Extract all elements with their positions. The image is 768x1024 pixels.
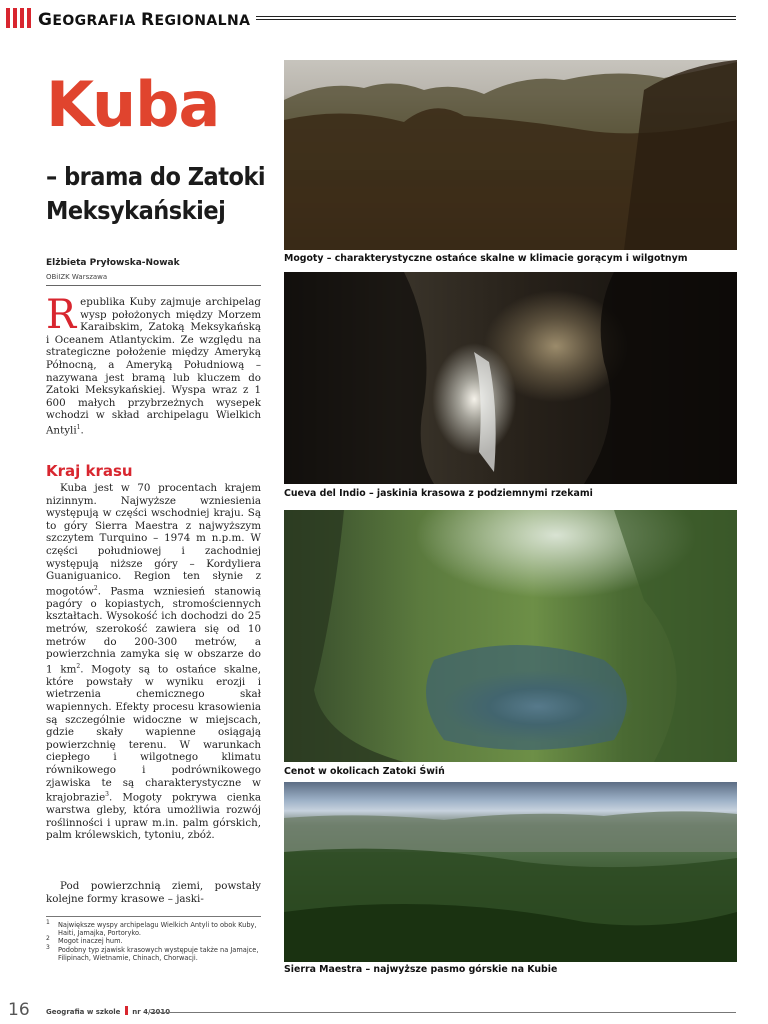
footnote-text: Największe wyspy archipelagu Wielkich Antyli to obok Kuby, Haiti, Jamajka, Portoryko. [58, 921, 257, 938]
footnote-ref-1[interactable]: 1 [76, 423, 81, 431]
footnote-divider [46, 916, 261, 917]
body-paragraph [46, 482, 261, 842]
body-paragraph-continued: Pod powierzchnią ziemi, powstały kolejne formy krasowe – jaski- [46, 880, 261, 905]
drop-cap: R [46, 292, 77, 338]
unit-superscript: 2 [76, 662, 81, 670]
footnote-item [46, 943, 261, 962]
lead-paragraph [46, 292, 261, 437]
issue-number: nr 4/2010 [132, 1008, 171, 1016]
photo-caption: Cueva del Indio – jaskinia krasowa z podziemnymi rzekami [284, 488, 593, 499]
mountain-range-image [284, 782, 737, 962]
body-text-b: . Pasma wzniesień stanowią pagóry o kopiastych, stromościennych kształtach. Wysokość ich dochodzi do 25 metrów, szerokość zawiera się od 10 metrów do 200-300 metrów, a powierzchnia zamyka się w obszarze do 1 km [46, 585, 261, 676]
author-divider [46, 285, 261, 286]
footnote-number: 3 [46, 943, 50, 951]
section-header-part1: EOGRAFIA [52, 13, 142, 29]
photo-caption: Cenot w okolicach Zatoki Świń [284, 766, 445, 777]
body-text-c: . Mogoty są to ostańce skalne, które powstały w wyniku erozji i wietrzenia chemicznego skał wapiennych. Efekty procesu krasowienia są szczególnie widoczne w miejscach, gdzie skały wapienne osiągają powierzchnię terenu. W warunkach ciepłego i wilgotnego klimatu równikowego i podrównikowego zjawiska te są charakterystyczne w krajobrazie [46, 663, 262, 804]
lead-end: . [80, 424, 84, 437]
section-heading: Kraj krasu [46, 462, 133, 480]
header-rule [256, 16, 736, 20]
footnote-ref-3[interactable]: 3 [105, 791, 109, 799]
section-header-part2: EGIONALNA [154, 13, 251, 29]
cave-image [284, 272, 737, 484]
footnote-item [46, 921, 261, 937]
mogoty-landscape-image [284, 60, 737, 250]
author-name: Elżbieta Pryłowska-Nowak [46, 258, 180, 268]
section-marker-bars [6, 8, 34, 28]
photo-caption: Mogoty – charakterystyczne ostańce skalne w klimacie gorącym i wilgotnym [284, 253, 688, 264]
section-header-initial2: R [141, 10, 155, 30]
body-text-d: . Mogoty pokrywa cienka warstwa gleby, która umożliwia rozwój roślinności i upraw m.in. palm górskich, palm królewskich, tytoniu, zbóż. [46, 791, 261, 842]
footer-journal [46, 1006, 170, 1016]
footer-rule [150, 1012, 736, 1013]
footnote-item [46, 937, 261, 945]
photo-caption: Sierra Maestra – najwyższe pasmo górskie na Kubie [284, 964, 558, 975]
footnotes [46, 921, 261, 962]
body-text-a: Kuba jest w 70 procentach krajem nizinnym. Najwyższe wzniesienia występują w części wschodniej kraju. Są to góry Sierra Maestra z najwyższym szczytem Turquino – 1974 m n.p.m. W części południowej i zachodniej występują niższe góry – Kordyliera Guaniguanico. Region ten słynie z mogotów [46, 482, 261, 598]
journal-name: Geografia w szkole [46, 1008, 121, 1016]
section-header-initial: G [38, 10, 53, 30]
article-subtitle: – brama do Zatoki Meksykańskiej [46, 162, 266, 225]
lead-text: epublika Kuby zajmuje archipelag wysp położonych między Morzem Karaibskim, Zatoką Meksykańską i Oceanem Atlantyckim. Ze względu na strategiczne położenie między Ameryką Północną, a Ameryką Południową – nazywana jest bramą lub kluczem do Zatoki Meksykańskiej. Wyspa wraz z 1 600 małych przybrzeżnych wysepek wchodzi w skład archipelagu Wielkich Antyli [46, 296, 261, 437]
footnote-text: Podobny typ zjawisk krasowych występuje także na Jamajce, Filipinach, Wietnamie, Chinach, Chorwacji. [58, 945, 259, 962]
cenote-image [284, 510, 737, 762]
author-affiliation: OBiIZK Warszawa [46, 273, 108, 281]
photo-sierra-maestra [284, 782, 737, 962]
footnote-text: Mogot inaczej hum. [58, 937, 123, 946]
photo-mogoty [284, 60, 737, 250]
photo-cenot [284, 510, 737, 762]
footnote-ref-2[interactable]: 2 [93, 584, 98, 592]
section-header [38, 10, 250, 30]
footnote-number: 1 [46, 919, 50, 926]
photo-cueva-del-indio [284, 272, 737, 484]
footnote-number: 2 [46, 935, 50, 943]
footer-bar [125, 1006, 128, 1015]
article-title: Kuba [46, 68, 220, 141]
page-number: 16 [8, 1000, 30, 1020]
